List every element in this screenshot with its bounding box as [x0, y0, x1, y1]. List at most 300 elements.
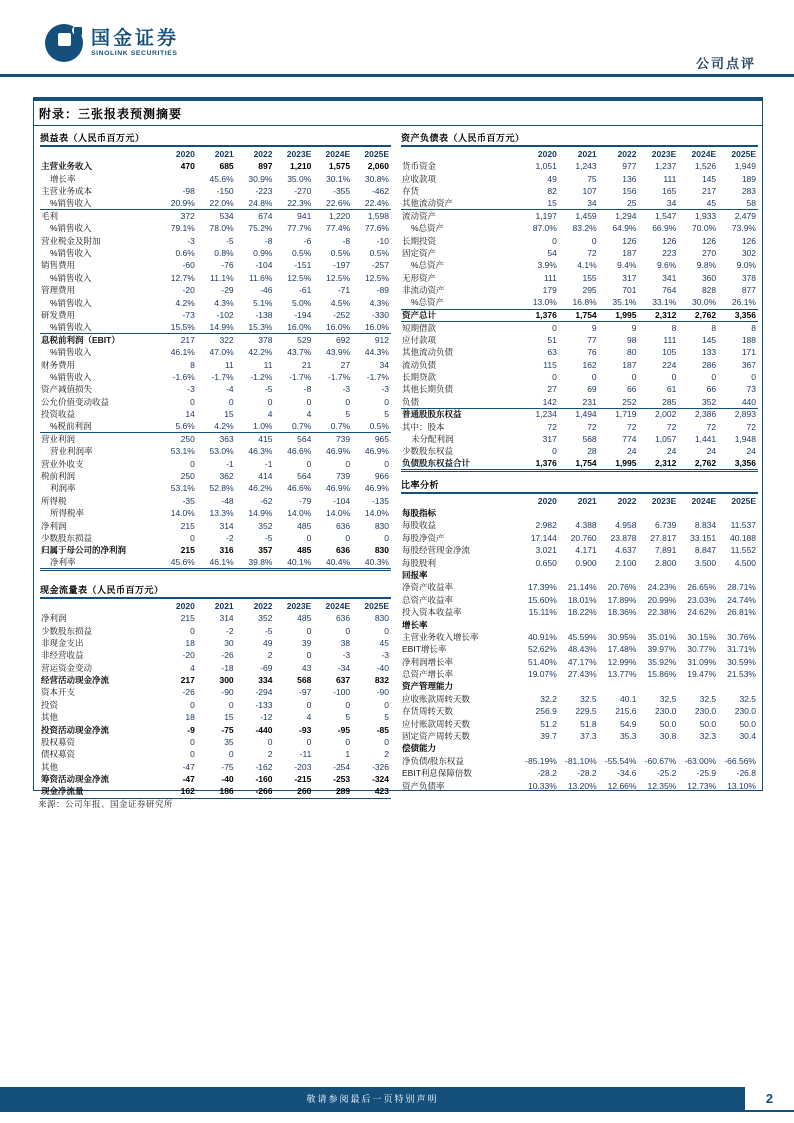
cell-value: 115 — [543, 359, 557, 370]
cell-value: 322 — [197, 334, 236, 346]
ratio-analysis-table-wrap — [401, 495, 758, 792]
cell-value: 4.3% — [214, 297, 234, 308]
cell-value: -26 — [182, 687, 195, 698]
cell-value: 334 — [258, 675, 273, 686]
year-header: 2020 — [175, 148, 195, 159]
cell-value — [638, 681, 678, 693]
cell-value: -40 — [221, 774, 234, 785]
table-row — [40, 210, 391, 222]
cell-value: -294 — [255, 687, 273, 698]
cell-value: 1,526 — [694, 161, 717, 172]
cell-value: 701 — [622, 285, 637, 296]
table-row — [40, 470, 391, 482]
cell-value: 1,754 — [559, 309, 599, 321]
cell-value: 16.0% — [364, 322, 389, 333]
cell-value: 5 — [345, 409, 351, 420]
cell-value: 0 — [384, 458, 389, 469]
cell-value: 24.74% — [727, 594, 756, 605]
table-row — [40, 160, 391, 172]
cell-value: 77.6% — [364, 223, 389, 234]
row-label: 少数股东权益 — [402, 446, 454, 457]
cell-value: 0.7% — [291, 421, 312, 432]
cell-value: 4.2% — [175, 297, 195, 308]
cell-value: 189 — [741, 173, 756, 184]
row-label: 研发费用 — [41, 310, 76, 321]
year-header: 2021 — [577, 148, 597, 159]
cell-value — [638, 569, 678, 581]
cell-value: 230.0 — [734, 706, 756, 717]
row-label: 营业税金及附加 — [41, 235, 101, 246]
table-row — [401, 173, 758, 185]
row-label: 长期贷款 — [402, 371, 437, 382]
year-header: 2023E — [651, 495, 677, 506]
cell-value — [559, 619, 599, 631]
row-label: EBIT增长率 — [402, 644, 447, 655]
cell-value: 2.800 — [655, 557, 677, 568]
cell-value: 35 — [224, 737, 234, 748]
year-header-row — [401, 495, 758, 507]
cell-value: 43.7% — [287, 347, 312, 358]
row-label: 所得税 — [41, 495, 67, 506]
cell-value: -1.7% — [289, 371, 312, 382]
cell-value: -34 — [337, 662, 351, 673]
cell-value: 43.9% — [326, 347, 351, 358]
cell-value: 485 — [297, 613, 312, 624]
cell-value: 32.2 — [540, 693, 557, 704]
cell-value: 35.3 — [619, 731, 637, 742]
cell-value: 0 — [190, 396, 195, 407]
cell-value: 11 — [224, 359, 234, 370]
cell-value: -100 — [333, 687, 351, 698]
cell-value: 636 — [335, 520, 351, 531]
cell-value: 53.1% — [170, 446, 195, 457]
logo-square-hole — [58, 33, 71, 46]
cell-value: 8.834 — [694, 520, 717, 531]
cell-value: 1,220 — [313, 210, 352, 222]
cell-value: 13.3% — [209, 508, 234, 519]
cell-value: 4.388 — [575, 520, 597, 531]
row-label: 资产减值损失 — [41, 384, 93, 395]
cell-value: 66 — [706, 384, 717, 395]
cell-value: -73 — [182, 310, 195, 321]
cell-value: 155 — [582, 272, 597, 283]
table-row — [401, 519, 758, 531]
row-label: EBIT利息保障倍数 — [402, 768, 472, 779]
cell-value: -6 — [303, 235, 312, 246]
table-row — [40, 309, 391, 321]
cell-value — [519, 619, 559, 631]
cell-value: 564 — [274, 433, 313, 445]
income-statement-title: 损益表（人民币百万元） — [40, 131, 391, 147]
cell-value: 73 — [746, 384, 756, 395]
cell-value: 0.5% — [291, 248, 312, 259]
row-label: 投资活动现金净流 — [41, 724, 110, 735]
row-label: 毛利 — [40, 210, 158, 222]
cell-value: 12.7% — [170, 272, 195, 283]
cell-value: -28.2 — [537, 768, 557, 779]
cell-value: 45.6% — [209, 173, 234, 184]
cell-value: 0 — [306, 396, 312, 407]
cell-value: 5.6% — [175, 421, 195, 432]
cell-value: -135 — [371, 495, 389, 506]
cell-value: -81.10% — [564, 755, 597, 766]
cell-value: 250 — [158, 433, 197, 445]
cell-value: -62 — [260, 495, 273, 506]
cell-value: 66 — [627, 384, 637, 395]
row-label: 固定资产 — [402, 248, 437, 259]
cell-value: -63.00% — [684, 755, 717, 766]
table-row — [40, 396, 391, 408]
cell-value: -1.7% — [327, 371, 351, 382]
cell-value: 40.91% — [527, 631, 557, 642]
row-label: %销售收入 — [50, 223, 92, 234]
cell-value: 126 — [701, 235, 717, 246]
row-label: 经营活动现金净流 — [41, 675, 110, 686]
cell-value: 156 — [622, 186, 637, 197]
cell-value: 2 — [267, 650, 273, 661]
table-row — [40, 557, 391, 569]
cell-value: 18.01% — [567, 594, 597, 605]
cell-value: 3,356 — [718, 458, 758, 470]
cell-value: 485 — [297, 545, 312, 556]
cell-value: 187 — [622, 359, 637, 370]
row-label: 其他长期负债 — [402, 384, 454, 395]
row-label: 非经营收益 — [41, 650, 84, 661]
cell-value: 22.6% — [326, 198, 351, 209]
row-label: 存货 — [402, 186, 420, 197]
cell-value: -29 — [221, 285, 234, 296]
cell-value: 72 — [627, 421, 637, 432]
cell-value: 215 — [180, 613, 195, 624]
cell-value: 30.95% — [607, 631, 637, 642]
cell-value: 133 — [701, 347, 717, 358]
cell-value: 30.8 — [659, 731, 677, 742]
cell-value: 2,386 — [678, 408, 718, 420]
cell-value: 15.11% — [528, 607, 557, 618]
cell-value: 111 — [663, 334, 677, 345]
row-label: 流动负债 — [402, 359, 437, 370]
cash-flow-table-wrap — [40, 600, 391, 799]
cell-value: 24 — [746, 446, 756, 457]
cell-value: 9.0% — [736, 260, 756, 271]
table-row — [401, 309, 758, 321]
cell-value: 20.99% — [647, 594, 677, 605]
cell-value — [519, 569, 559, 581]
cell-value: 39.8% — [236, 557, 275, 569]
cell-value: 32.3 — [699, 731, 717, 742]
cell-value: -90 — [376, 687, 389, 698]
year-header: 2023E — [651, 148, 677, 159]
cell-value: 24.62% — [687, 607, 717, 618]
cell-value: 16.0% — [326, 322, 351, 333]
cell-value: 39.97% — [647, 644, 677, 655]
cell-value: 774 — [622, 433, 637, 444]
cash_flow-table — [40, 600, 391, 799]
cell-value — [638, 742, 678, 754]
cell-value: 0 — [228, 396, 234, 407]
table-row — [401, 619, 758, 631]
brand-name-en: SINOLINK SECURITIES — [91, 49, 178, 57]
cell-value: 162 — [158, 786, 197, 798]
year-header: 2025E — [364, 600, 389, 611]
cell-value: -266 — [236, 786, 275, 798]
cell-value: 30.4 — [739, 731, 756, 742]
cell-value: 0 — [306, 458, 312, 469]
cell-value: 529 — [274, 334, 313, 346]
cell-value: -3 — [187, 235, 195, 246]
cell-value: -9 — [187, 724, 195, 735]
cell-value: 6.739 — [655, 520, 677, 531]
cell-value: 75 — [587, 173, 597, 184]
cell-value: 46.1% — [197, 557, 236, 569]
cell-value: 32.5 — [659, 693, 677, 704]
cell-value: 14.0% — [326, 508, 351, 519]
cell-value: 75.2% — [248, 223, 273, 234]
year-header: 2022 — [617, 148, 637, 159]
row-label: 净利率 — [40, 557, 158, 569]
row-label: 主营业务收入增长率 — [402, 631, 479, 642]
row-label: %销售收入 — [50, 272, 92, 283]
row-label: 息税前利润（EBIT） — [40, 334, 158, 346]
cell-value: 229.5 — [575, 706, 597, 717]
cell-value: 72 — [666, 421, 677, 432]
row-label: 其他 — [41, 712, 59, 723]
cell-value: 51.8 — [580, 718, 597, 729]
appendix-box — [33, 97, 763, 797]
cell-value: -85.19% — [525, 755, 557, 766]
cell-value: 2 — [267, 749, 273, 760]
cell-value: 0.900 — [575, 557, 597, 568]
cell-value: 69 — [587, 384, 597, 395]
cell-value: -26.8 — [736, 768, 756, 779]
table-row — [401, 705, 758, 717]
cell-value: 46.9% — [364, 446, 389, 457]
row-label: 应付款项 — [402, 334, 437, 345]
row-label: 每股指标 — [402, 507, 437, 518]
cell-value: 317 — [622, 272, 637, 283]
cell-value: 0 — [306, 625, 312, 636]
cell-value: -47 — [182, 774, 195, 785]
table-row — [401, 260, 758, 272]
header-divider — [0, 74, 794, 77]
cell-value: -11 — [299, 749, 312, 760]
cell-value: 32.5 — [739, 693, 756, 704]
cell-value: 1,598 — [352, 210, 391, 222]
table-row — [401, 445, 758, 457]
table-row — [40, 773, 391, 785]
brand-name-cn: 国金证券 — [91, 28, 180, 50]
cell-value: -102 — [216, 310, 234, 321]
cell-value: 217 — [701, 186, 717, 197]
cell-value: 19.47% — [687, 669, 717, 680]
cell-value: -5 — [264, 384, 273, 395]
row-label: 现金净流量 — [40, 786, 158, 798]
cell-value: 5 — [345, 712, 351, 723]
table-row — [40, 625, 391, 637]
table-row — [401, 742, 758, 754]
cell-value: 692 — [313, 334, 352, 346]
cell-value: 4.1% — [577, 260, 597, 271]
row-label: 回报率 — [402, 569, 428, 580]
cell-value: 1,210 — [290, 161, 312, 172]
brand-text — [91, 29, 179, 57]
cell-value: -47 — [182, 761, 195, 772]
row-label: 资产管理能力 — [402, 681, 454, 692]
row-label: 资本开支 — [41, 687, 76, 698]
cell-value: 50.0 — [699, 718, 717, 729]
footer-divider — [0, 1110, 794, 1112]
table-row — [40, 612, 391, 624]
year-header: 2024E — [325, 148, 351, 159]
cell-value: 35.1% — [612, 297, 637, 308]
cell-value: -462 — [371, 186, 389, 197]
cell-value: 1,575 — [328, 161, 351, 172]
table-row — [401, 532, 758, 544]
cell-value: -60.67% — [644, 755, 677, 766]
cell-value: 0 — [384, 533, 389, 544]
cell-value: -1 — [226, 458, 234, 469]
cell-value: 414 — [258, 471, 273, 482]
table-row — [401, 581, 758, 593]
cell-value: 341 — [662, 272, 677, 283]
cell-value: 82 — [547, 186, 557, 197]
cell-value: 9.4% — [617, 260, 637, 271]
cell-value: 46.6% — [287, 446, 312, 457]
cell-value: 0 — [228, 699, 234, 710]
table-row — [401, 780, 758, 792]
cell-value: 314 — [219, 613, 234, 624]
cell-value: 18 — [185, 637, 195, 648]
cell-value: 28 — [587, 446, 597, 457]
cell-value: 0 — [228, 749, 234, 760]
cell-value: -8 — [342, 235, 351, 246]
table-row — [40, 272, 391, 284]
cell-value: 14.0% — [287, 508, 312, 519]
cell-value: 314 — [219, 520, 234, 531]
cell-value: 4 — [306, 712, 312, 723]
cell-value: 217 — [180, 675, 195, 686]
income_statement-table — [40, 148, 391, 571]
cell-value: 61 — [666, 384, 677, 395]
cell-value: 15 — [224, 409, 234, 420]
cell-value: 8 — [190, 359, 195, 370]
cell-value: 256.9 — [535, 706, 557, 717]
row-label: 净利润 — [41, 613, 67, 624]
cell-value: 46.6% — [287, 483, 312, 494]
cell-value: 72 — [587, 248, 597, 259]
cell-value: 46.1% — [170, 347, 195, 358]
row-label: 营业利润率 — [50, 446, 93, 457]
row-label: 短期借款 — [402, 322, 437, 333]
cell-value: 0.7% — [330, 421, 351, 432]
cell-value: 13.20% — [567, 780, 597, 791]
cell-value: 11 — [263, 359, 273, 370]
table-row — [401, 656, 758, 668]
cell-value: 187 — [622, 248, 637, 259]
cell-value: 1,948 — [734, 433, 756, 444]
table-row — [40, 724, 391, 736]
cell-value: 302 — [741, 248, 756, 259]
cell-value: -20 — [182, 285, 195, 296]
row-label: 营业利润 — [40, 433, 158, 445]
cell-value: 72 — [547, 421, 557, 432]
cell-value: 0 — [345, 625, 351, 636]
cell-value: 352 — [701, 396, 717, 407]
cell-value: 13.0% — [532, 297, 557, 308]
cell-value: 72 — [746, 421, 756, 432]
cell-value: 12.99% — [607, 656, 637, 667]
cell-value: 217 — [158, 334, 197, 346]
cell-value: -8 — [264, 235, 273, 246]
cell-value: 126 — [662, 235, 677, 246]
cell-value: -28.2 — [577, 768, 597, 779]
row-label: 总资产收益率 — [402, 594, 454, 605]
table-row — [40, 260, 391, 272]
row-label: 主营业务收入 — [41, 161, 93, 172]
cell-value: -160 — [255, 774, 273, 785]
year-header: 2020 — [175, 600, 195, 611]
cell-value: -95 — [337, 724, 351, 735]
table-row — [40, 761, 391, 773]
cell-value: 0 — [190, 625, 195, 636]
cell-value: 564 — [297, 471, 312, 482]
cell-value: 317 — [542, 433, 557, 444]
table-row — [40, 247, 391, 259]
cell-value: 440 — [741, 396, 756, 407]
row-label: %销售收入 — [50, 322, 92, 333]
cell-value: 32.5 — [699, 693, 717, 704]
row-label: 财务费用 — [41, 359, 76, 370]
cell-value: 289 — [313, 786, 352, 798]
cell-value: 136 — [622, 173, 637, 184]
label-column-header — [401, 148, 519, 160]
cell-value: 17.39% — [527, 582, 557, 593]
cell-value: 18.36% — [607, 607, 637, 618]
cell-value: 42.2% — [248, 347, 273, 358]
cell-value: 26.65% — [687, 582, 717, 593]
cell-value: 3,356 — [718, 309, 758, 321]
cell-value: 30 — [224, 637, 234, 648]
cell-value — [559, 507, 599, 519]
cell-value: 941 — [274, 210, 313, 222]
row-label: 增长率 — [50, 173, 76, 184]
cell-value: 897 — [258, 161, 273, 172]
cell-value: 23.878 — [610, 532, 637, 543]
cell-value: -40 — [376, 662, 389, 673]
table-row — [40, 297, 391, 309]
cell-value: 223 — [662, 248, 677, 259]
row-label: 所得税率 — [50, 508, 85, 519]
table-row — [40, 507, 391, 519]
year-header: 2021 — [214, 148, 234, 159]
cell-value: -69 — [260, 662, 273, 673]
cell-value — [678, 569, 718, 581]
cell-value: 11.6% — [249, 272, 273, 283]
table-row — [401, 359, 758, 371]
cell-value: 300 — [219, 675, 234, 686]
cell-value: -151 — [294, 260, 312, 271]
cell-value: 13.10% — [727, 780, 756, 791]
cell-value: 1,995 — [599, 458, 639, 470]
cell-value: -138 — [255, 310, 273, 321]
cell-value: 830 — [374, 545, 389, 556]
cell-value: 49 — [263, 637, 273, 648]
year-header: 2024E — [325, 600, 351, 611]
table-row — [40, 408, 391, 420]
cell-value: 3.9% — [537, 260, 557, 271]
row-label: 投入资本收益率 — [402, 607, 462, 618]
cell-value: -3 — [187, 384, 195, 395]
